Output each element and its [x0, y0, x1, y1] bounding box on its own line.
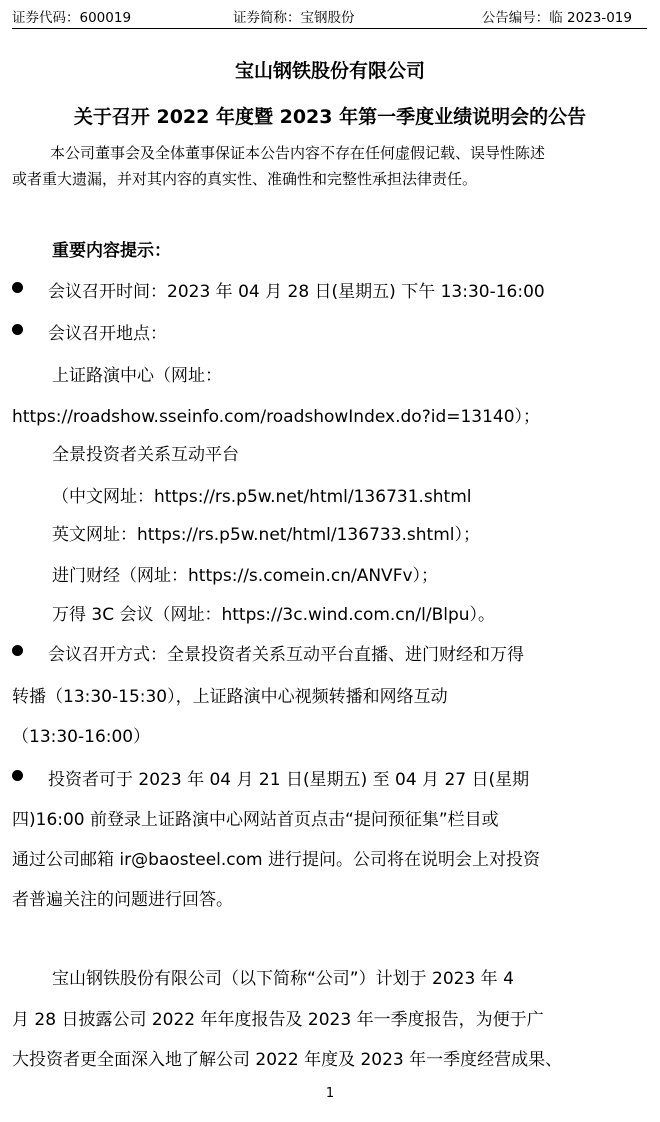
bullet-icon [12, 770, 23, 781]
meeting-location-label: 会议召开地点： [48, 324, 167, 344]
location-line: 上证路演中心（网址： [52, 366, 222, 386]
statement-line: 本公司董事会及全体董事保证本公告内容不存在任何虚假记载、误导性陈述 [50, 144, 546, 162]
meeting-method: （13:30-16:00） [12, 727, 151, 747]
location-line: 英文网址：https://rs.p5w.net/html/136733.shtml）； [52, 525, 480, 545]
body-paragraph: 月 28 日披露公司 2022 年年度报告及 2023 年一季度报告，为便于广 [12, 1010, 544, 1030]
investor-questions: 者普遍关注的问题进行回答。 [12, 890, 233, 910]
investor-questions: 四)16:00 前登录上证路演中心网站首页点击“提问预征集”栏目或 [12, 810, 499, 830]
company-name: 宝山钢铁股份有限公司 [234, 60, 425, 82]
stock-name: 证券简称：宝钢股份 [233, 10, 355, 26]
header-divider [12, 28, 647, 29]
investor-questions: 投资者可于 2023 年 04 月 21 日(星期五) 至 04 月 27 日(星期 [48, 770, 530, 790]
body-paragraph: 宝山钢铁股份有限公司（以下简称“公司”）计划于 2023 年 4 [52, 969, 514, 989]
location-line: （中文网址：https://rs.p5w.net/html/136731.shtml [52, 487, 472, 507]
meeting-time: 会议召开时间：2023 年 04 月 28 日(星期五) 下午 13:30-16:00 [48, 282, 545, 302]
meeting-method: 会议召开方式：全景投资者关系互动平台直播、进门财经和万得 [48, 645, 524, 665]
location-line: 全景投资者关系互动平台 [52, 445, 239, 465]
investor-questions: 通过公司邮箱 ir@baosteel.com 进行提问。公司将在说明会上对投资 [12, 850, 541, 870]
bullet-icon [12, 324, 23, 335]
location-line: https://roadshow.sseinfo.com/roadshowIndex.do?id=13140）； [12, 407, 541, 427]
location-line: 进门财经（网址：https://s.comein.cn/ANVFv）； [52, 566, 439, 586]
bullet-icon [12, 282, 23, 293]
highlights-heading: 重要内容提示： [52, 241, 171, 261]
stock-code: 证券代码：600019 [12, 10, 132, 26]
page-header [0, 4, 660, 26]
page-number: 1 [325, 1086, 335, 1101]
notice-number: 公告编号：临 2023-019 [481, 10, 632, 26]
meeting-method: 转播（13:30-15:30），上证路演中心视频转播和网络互动 [12, 687, 448, 707]
bullet-icon [12, 645, 23, 656]
statement-line: 或者重大遗漏，并对其内容的真实性、准确性和完整性承担法律责任。 [12, 170, 478, 188]
location-line: 万得 3C 会议（网址：https://3c.wind.com.cn/l/Blpu）。 [52, 605, 496, 625]
announcement-title: 关于召开 2022 年度暨 2023 年第一季度业绩说明会的公告 [73, 106, 587, 128]
body-paragraph: 大投资者更全面深入地了解公司 2022 年度及 2023 年一季度经营成果、 [12, 1050, 563, 1070]
